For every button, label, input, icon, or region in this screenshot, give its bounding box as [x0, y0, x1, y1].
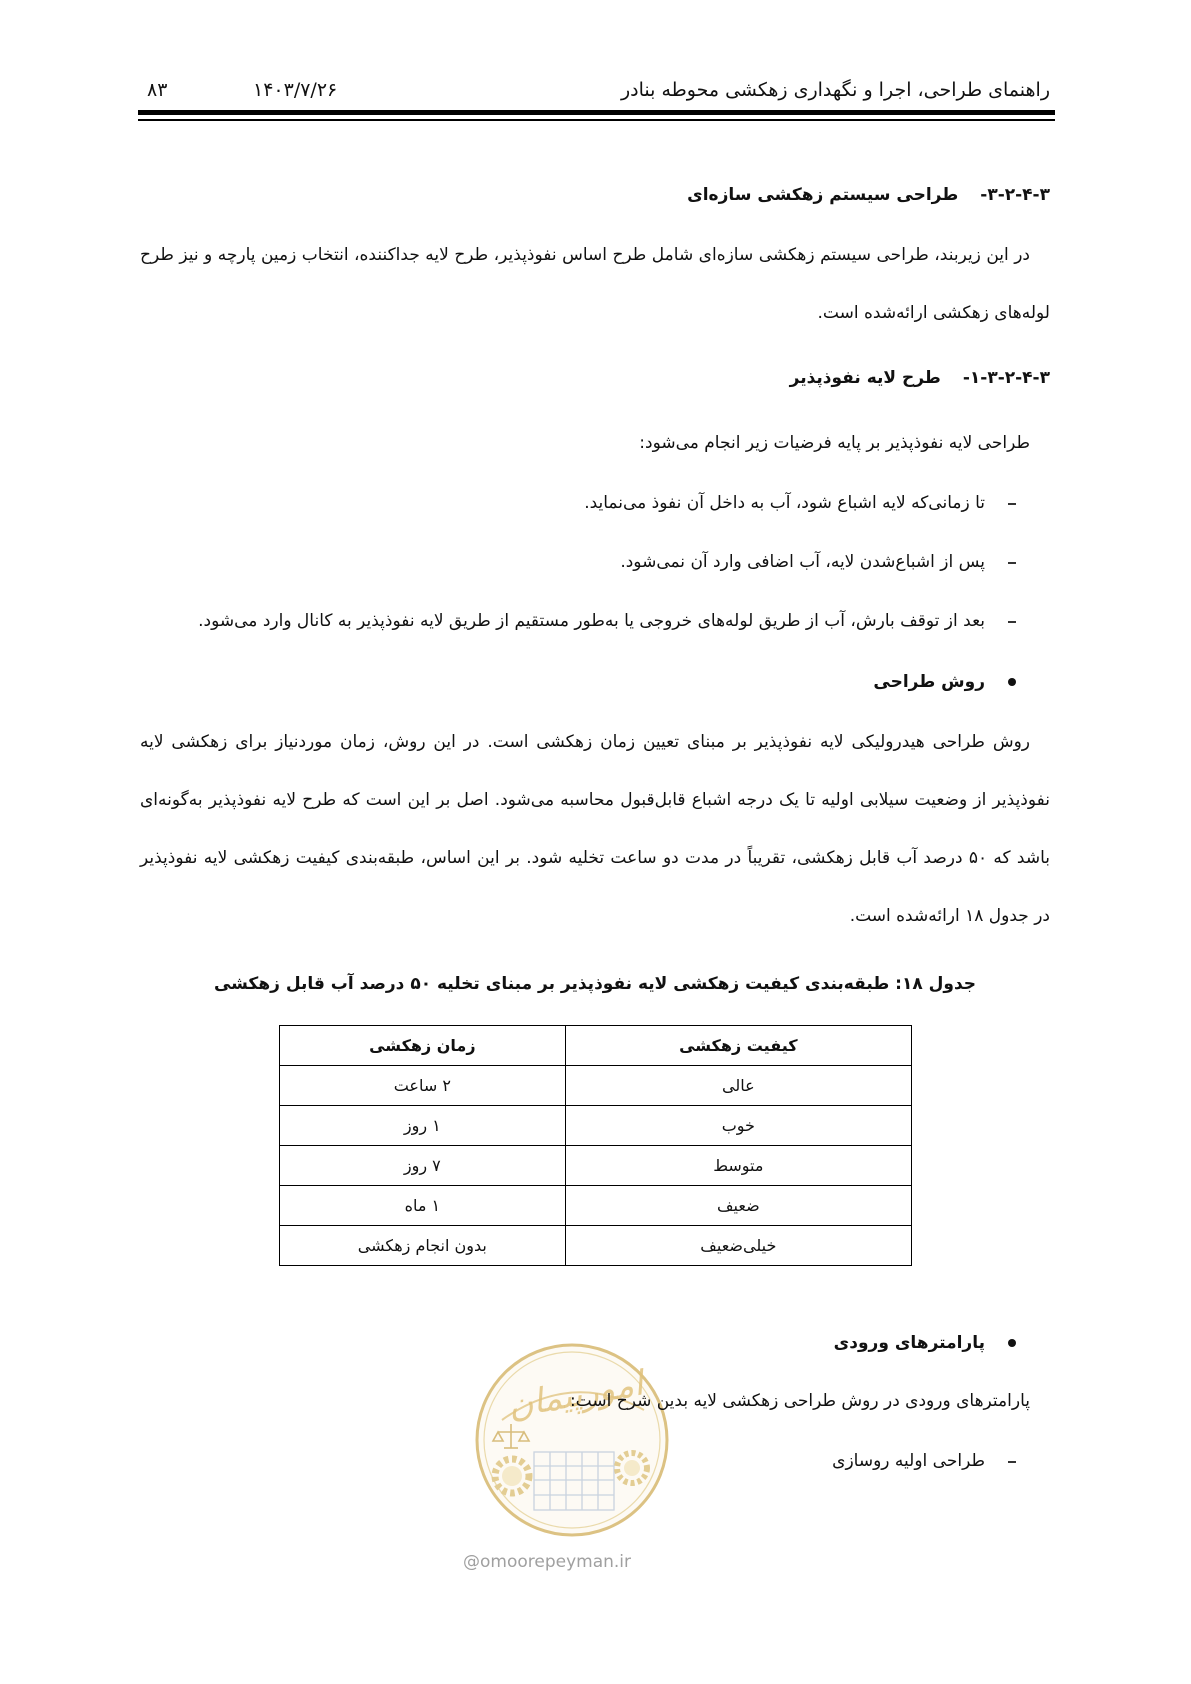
- header-rule-thin: [138, 119, 1055, 121]
- page-number: ۸۳: [147, 79, 168, 101]
- table-row: [279, 1106, 911, 1146]
- running-header-title: راهنمای طراحی، اجرا و نگهداری زهکشی محوطه بنادر: [620, 79, 1050, 101]
- list-dash: [1008, 1461, 1016, 1463]
- table-cell: خوب: [566, 1106, 911, 1146]
- section-intro-paragraph: در این زیربند، طراحی سیستم زهکشی سازه‌ای شامل طرح اساس نفوذپذیر، طرح لایه جداکننده، انتخاب زمین پارچه و نیز طرح لوله‌های زهکشی ارائه‌شده است.: [140, 245, 1050, 323]
- section-heading: [140, 166, 1050, 224]
- header-date: ۱۴۰۳/۷/۲۶: [253, 79, 338, 101]
- list-item: [140, 592, 1050, 650]
- list-dash: [1008, 503, 1016, 505]
- watermark-logo-text: امورپیمان: [504, 1363, 647, 1427]
- table-cell: خیلی‌ضعیف: [566, 1226, 911, 1266]
- drainage-quality-table: [279, 1025, 912, 1266]
- bullet-dot: [1008, 678, 1016, 686]
- table-caption: جدول ۱۸: طبقه‌بندی کیفیت زهکشی لایه نفوذپذیر بر مبنای تخلیه ۵۰ درصد آب قابل زهکشی: [213, 974, 977, 994]
- page-content: [140, 166, 1050, 1490]
- table-cell: ضعیف: [566, 1186, 911, 1226]
- table-header-cell: کیفیت زهکشی: [566, 1026, 911, 1066]
- design-method-paragraph: روش طراحی هیدرولیکی لایه نفوذپذیر بر مبنای تعیین زمان زهکشی است. در این روش، زمان موردنیاز برای زهکشی لایه نفوذپذیر از وضعیت سیلابی اولیه تا یک درجه اشباع قابل‌قبول محاسبه می‌شود. اصل بر این است که طرح لایه نفوذپذیر به‌گونه‌ای باشد که ۵۰ درصد آب قابل زهکشی، تقریباً در مدت دو ساعت تخلیه شود. بر این اساس، طبقه‌بندی کیفیت زهکشی لایه نفوذپذیر در جدول ۱۸ ارائه‌شده است.: [140, 732, 1050, 926]
- watermark-url: @omoorepeyman.ir: [463, 1552, 632, 1572]
- table-row: [279, 1066, 911, 1106]
- table-cell: ۱ ماه: [279, 1186, 566, 1226]
- input-parameters-heading-text: پارامترهای ورودی: [833, 1333, 985, 1353]
- header-rule-thick: [138, 110, 1055, 115]
- table-cell: ۷ روز: [279, 1146, 566, 1186]
- design-method-heading: [140, 653, 1050, 711]
- table-row: [279, 1186, 911, 1226]
- list-dash: [1008, 621, 1016, 623]
- table-header-cell: زمان زهکشی: [279, 1026, 566, 1066]
- list-item: [140, 1432, 1050, 1490]
- section-number: ۳-۴-۲-۳-: [980, 185, 1050, 205]
- list-item: [140, 533, 1050, 591]
- subsection-intro-paragraph: طراحی لایه نفوذپذیر بر پایه فرضیات زیر انجام می‌شود:: [639, 433, 1030, 453]
- list-item-text: طراحی اولیه روسازی: [832, 1451, 985, 1471]
- table-row: [279, 1226, 911, 1266]
- subsection-number: ۳-۴-۲-۳-۱-: [962, 368, 1050, 388]
- subsection-title: طرح لایه نفوذپذیر: [789, 368, 941, 388]
- list-item-text: پس از اشباع‌شدن لایه، آب اضافی وارد آن نمی‌شود.: [620, 552, 985, 572]
- table-cell: ۱ روز: [279, 1106, 566, 1146]
- input-parameters-paragraph: پارامترهای ورودی در روش طراحی زهکشی لایه بدین شرح است:: [569, 1391, 1030, 1411]
- table-cell: عالی: [566, 1066, 911, 1106]
- list-item-text: تا زمانی‌که لایه اشباع شود، آب به داخل آن نفوذ می‌نماید.: [584, 493, 985, 513]
- list-item: [140, 474, 1050, 532]
- table-cell: بدون انجام زهکشی: [279, 1226, 566, 1266]
- input-parameters-heading: [140, 1314, 1050, 1372]
- design-method-heading-text: روش طراحی: [873, 672, 985, 692]
- table-header-row: [279, 1026, 911, 1066]
- table-cell: متوسط: [566, 1146, 911, 1186]
- section-title: طراحی سیستم زهکشی سازه‌ای: [687, 185, 959, 205]
- list-item-text: بعد از توقف بارش، آب از طریق لوله‌های خروجی یا به‌طور مستقیم از طریق لایه نفوذپذیر به کانال وارد می‌شود.: [198, 611, 985, 631]
- bullet-dot: [1008, 1339, 1016, 1347]
- table-cell: ۲ ساعت: [279, 1066, 566, 1106]
- list-dash: [1008, 562, 1016, 564]
- table-row: [279, 1146, 911, 1186]
- subsection-heading: [140, 349, 1050, 407]
